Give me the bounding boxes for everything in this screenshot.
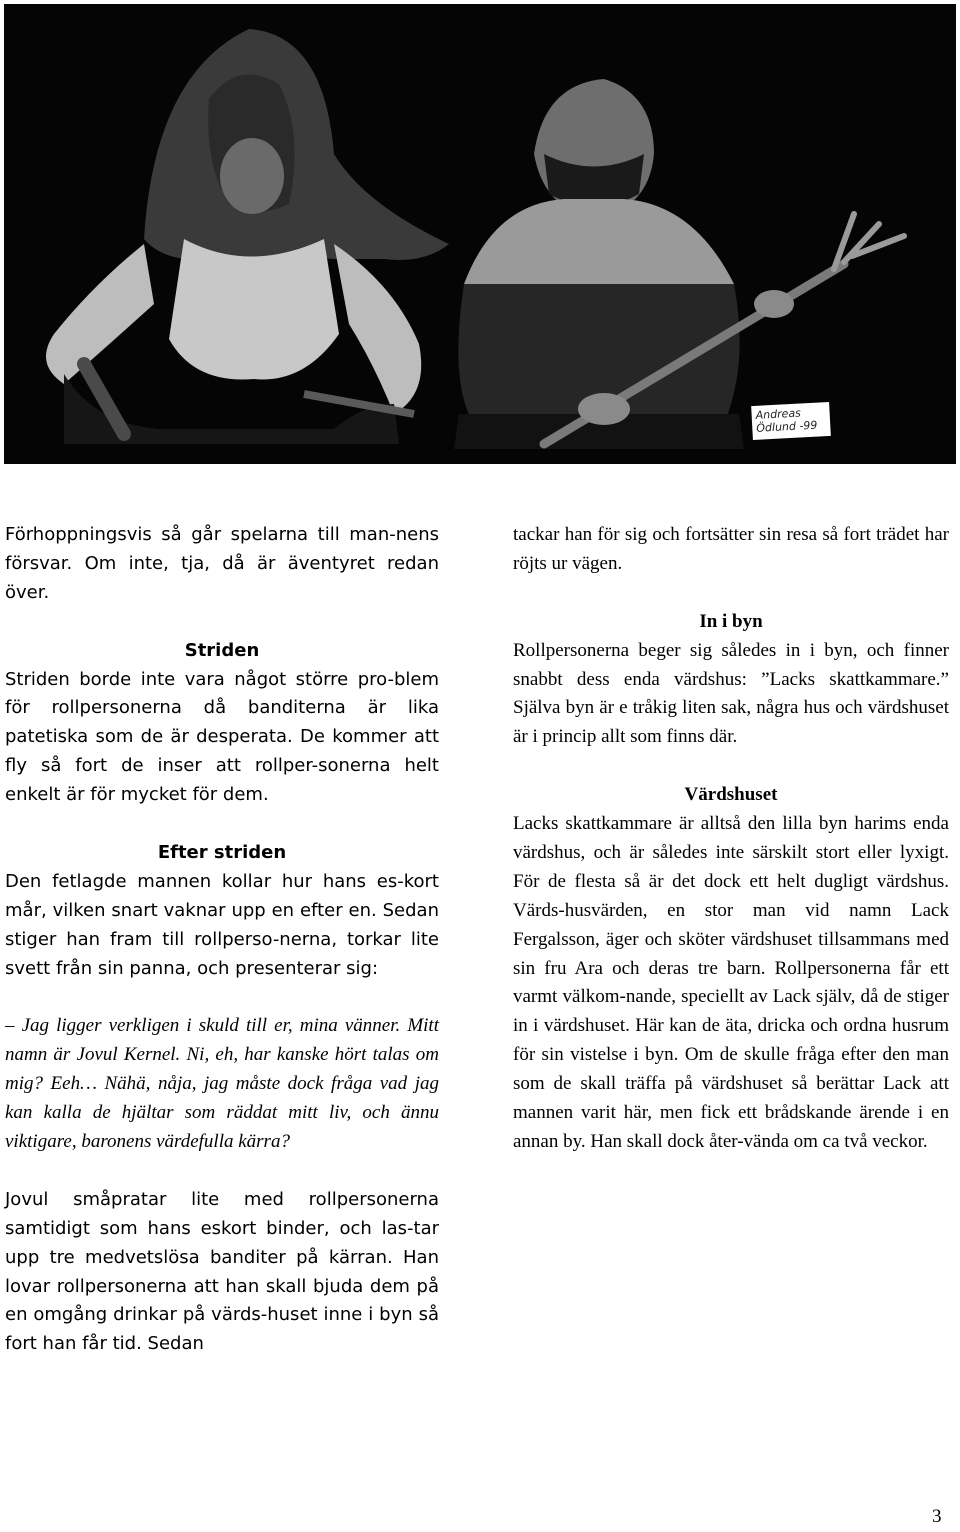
- page-number: 3: [932, 1506, 942, 1527]
- intro-paragraph: Förhoppningsvis så går spelarna till man-nens försvar. Om inte, tja, då är äventyret redan över.: [5, 524, 439, 603]
- in-i-byn-paragraph: Rollpersonerna beger sig således in i byn, och finner snabbt dess enda värdshus: ”Lacks skattkammare.” Själva byn är e tråkig liten sak, några hus och värdshuset är i princip allt som finns där.: [513, 639, 949, 748]
- artist-signature: Andreas Ödlund -99: [751, 402, 831, 440]
- right-column: [513, 521, 949, 1157]
- bandits-illustration: [4, 4, 956, 464]
- vardshuset-paragraph: Lacks skattkammare är alltså den lilla byn harims enda värdshus, och är således inte särskilt stort eller lyxigt. För de flesta så är det dock ett helt dugligt värdshus. Värds-husvärden, en stor man vid namn Lack Fergalsson, äger och sköter värdshuset tillsammans med sin fru Ara och deras tre barn. Rollpersonerna får ett varmt välkom-nande, speciellt av Lack själv, då de stiger in i värdshuset. Här kan de äta, dricka och ordna husrum för sin vistelse i byn. Om de skulle fråga efter den man som de skall träffa på värdshuset så berättar Lack att mannen varit här, men fick ett brådskande ärende i en annan by. Han skall dock åter-vända om ca två veckor.: [513, 813, 949, 1152]
- closing-paragraph: Jovul småpratar lite med rollpersonerna samtidigt som hans eskort binder, och las-tar upp tre medvetslösa banditer på kärran. Han lovar rollpersonerna att han skall bjuda dem på en omgång drinkar på värds-huset inne i byn så fort han får tid. Sedan: [5, 1188, 439, 1355]
- efter-striden-paragraph: Den fetlagde mannen kollar hur hans es-kort mår, vilken snart vaknar upp en efter en. Sedan stiger han fram till rollperso-nerna, torkar lite svett från sin panna, och presenterar sig:: [5, 870, 439, 979]
- in-i-byn-heading: In i byn: [699, 610, 763, 632]
- masked-bandit-figure: [454, 79, 904, 449]
- continuation-paragraph: tackar han för sig och fortsätter sin resa så fort trädet har röjts ur vägen.: [513, 524, 949, 574]
- striden-heading: Striden: [184, 639, 260, 661]
- striden-paragraph: Striden borde inte vara något större pro-blem för rollpersonerna då banditerna är lika patetiska som de är desperata. De kommer att fly så fort de inser att rollper-sonerna helt enkelt är för mycket för dem.: [5, 668, 439, 806]
- left-column: [5, 521, 439, 1359]
- jovul-quote: – Jag ligger verkligen i skuld till er, mina vänner. Mitt namn är Jovul Kernel. Ni, eh, har kanske hört talas om mig? Eeh… Nähä, nåja, jag måste dock fråga vad jag kan kalla de hjältar som räddat mitt liv, och ännu viktigare, baronens värdefulla kärra?: [5, 1015, 439, 1152]
- bandits-drawing: [4, 4, 956, 464]
- hooded-bandit-figure: [46, 29, 449, 444]
- vardshuset-heading: Värdshuset: [684, 784, 778, 806]
- efter-striden-heading: Efter striden: [157, 841, 287, 863]
